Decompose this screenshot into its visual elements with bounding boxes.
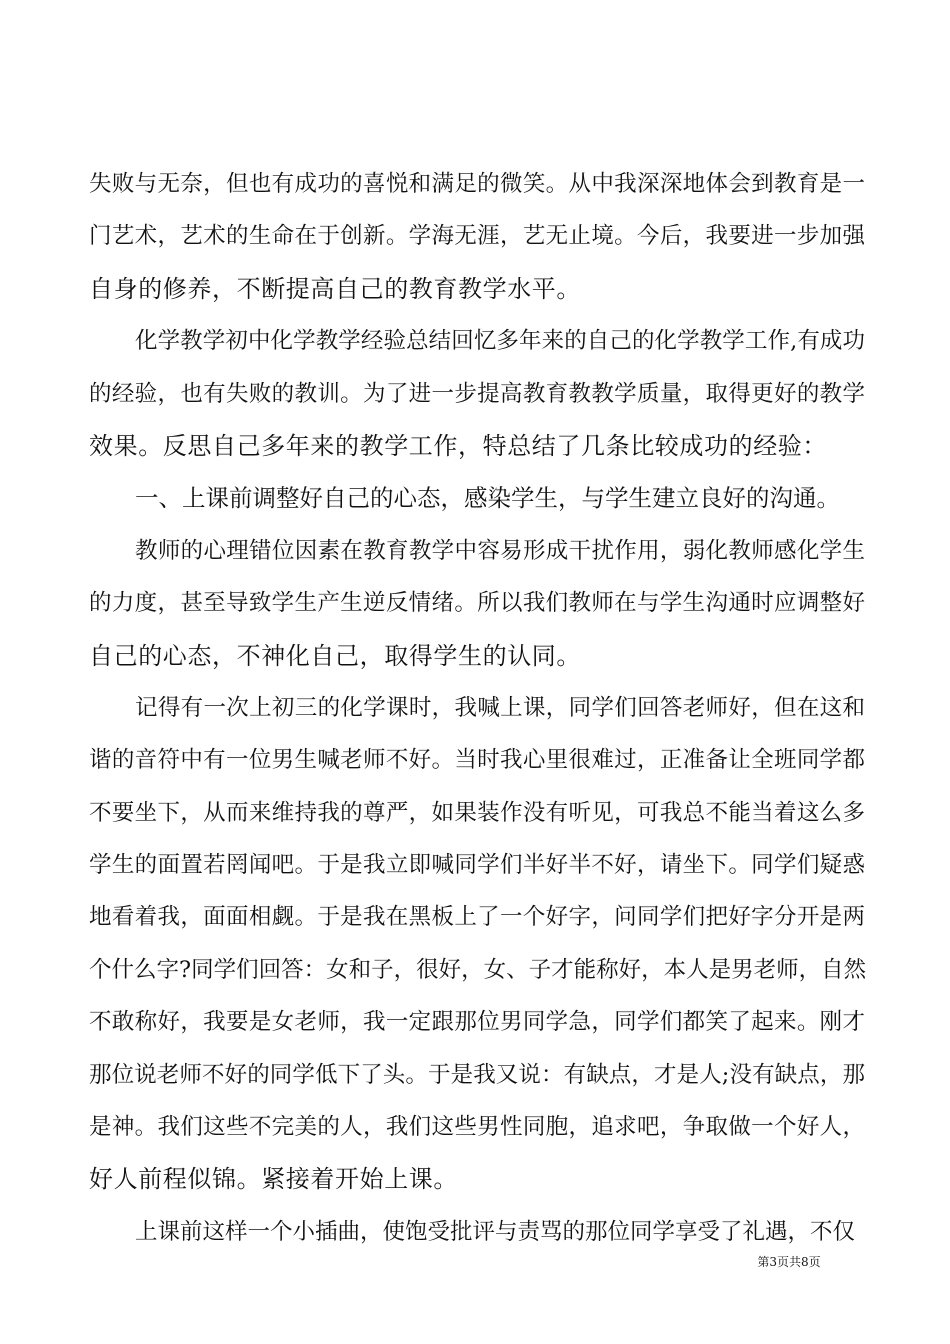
text-line: 自身的修养，不断提高自己的教育教学水平。 (89, 274, 581, 303)
text-line: 自己的心态，不神化自己，取得学生的认同。 (89, 641, 581, 670)
page-number-label: 第3页共8页 (757, 1255, 821, 1269)
text-line: 的力度，甚至导致学生产生逆反情绪。所以我们教师在与学生沟通时应调整好 (89, 590, 865, 617)
page-footer (0, 1254, 950, 1270)
text-line: 地看着我，面面相觑。于是我在黑板上了一个好字，问同学们把好字分开是两 (89, 904, 865, 931)
text-line: 不敢称好，我要是女老师，我一定跟那位男同学急，同学们都笑了起来。刚才 (89, 1009, 865, 1036)
text-line: 是神。我们这些不完美的人，我们这些男性同胞，追求吧，争取做一个好人， (89, 1114, 865, 1141)
text-line: 效果。反思自己多年来的教学工作，特总结了几条比较成功的经验： (89, 431, 827, 460)
text-line: 那位说老师不好的同学低下了头。于是我又说：有缺点，才是人;没有缺点，那 (89, 1061, 865, 1088)
text-line: 的经验，也有失败的教训。为了进一步提高教育教教学质量，取得更好的教学 (89, 380, 865, 407)
text-line: 教师的心理错位因素在教育教学中容易形成干扰作用，弱化教师感化学生 (135, 537, 865, 564)
text-line: 个什么字?同学们回答：女和子，很好，女、子才能称好，本人是男老师，自然 (89, 956, 867, 983)
text-line: 门艺术，艺术的生命在于创新。学海无涯，艺无止境。今后，我要进一步加强 (89, 223, 865, 250)
text-line: 失败与无奈，但也有成功的喜悦和满足的微笑。从中我深深地体会到教育是一 (89, 171, 865, 197)
text-line: 不要坐下，从而来维持我的尊严，如果装作没有听见，可我总不能当着这么多 (89, 799, 865, 826)
text-line: 上课前这样一个小插曲，使饱受批评与责骂的那位同学享受了礼遇，不仅 (135, 1218, 856, 1245)
document-body (89, 158, 865, 1258)
text-line: 好人前程似锦。紧接着开始上课。 (89, 1165, 458, 1194)
text-line: 化学教学初中化学教学经验总结回忆多年来的自己的化学教学工作,有成功 (135, 328, 865, 355)
text-line: 记得有一次上初三的化学课时，我喊上课，同学们回答老师好，但在这和 (135, 694, 865, 721)
text-line: 一、上课前调整好自己的心态，感染学生，与学生建立良好的沟通。 (135, 484, 840, 513)
text-line: 谐的音符中有一位男生喊老师不好。当时我心里很难过，正准备让全班同学都 (89, 747, 865, 774)
text-line: 学生的面置若罔闻吧。于是我立即喊同学们半好半不好，请坐下。同学们疑惑 (89, 852, 865, 879)
